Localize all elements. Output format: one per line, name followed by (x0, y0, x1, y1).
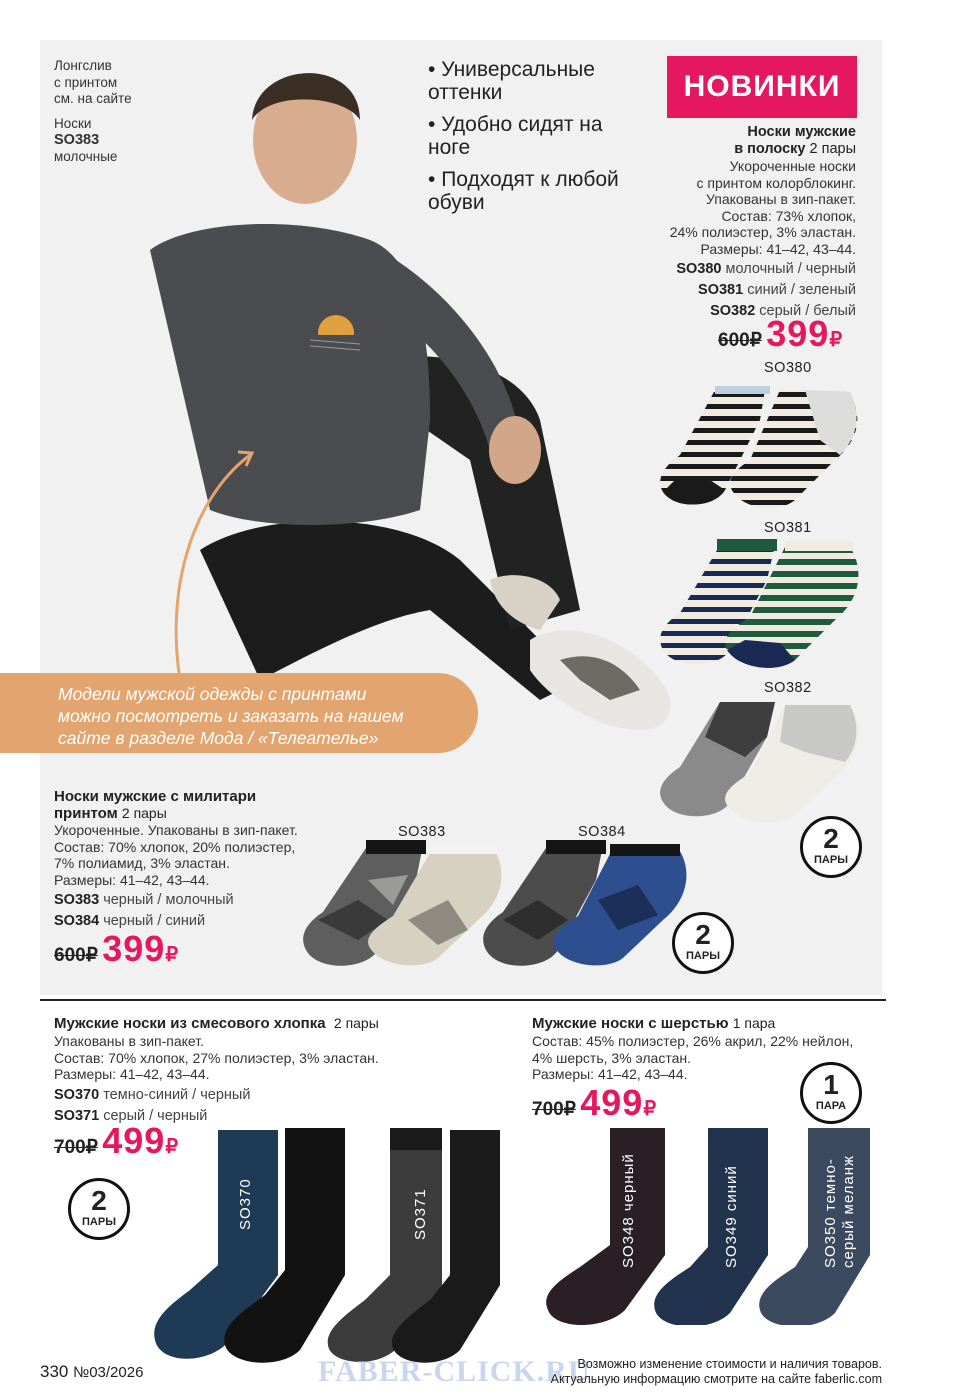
sock-label: SO381 (764, 520, 812, 536)
striped-socks-info (600, 124, 856, 322)
old-price: 600₽ (54, 945, 98, 966)
bullet-item: • Удобно сидят на ноге (428, 113, 603, 159)
striped-price: 600₽ 399₽ (718, 313, 843, 354)
promo-text: Модели мужской одежды с принтами (58, 684, 367, 704)
sock-label: SO380 (764, 360, 812, 376)
new-badge: НОВИНКИ (667, 56, 857, 118)
variant-row: SO383 черный / молочный (54, 892, 234, 908)
military-socks-image (298, 840, 698, 975)
product-title-line: в полоску 2 пары (734, 141, 856, 157)
cotton-socks-image (150, 1125, 500, 1370)
wool-price: 700₽ 499₽ (532, 1082, 657, 1123)
pairs-badge: 2 ПАРЫ (672, 912, 734, 974)
caption-line: см. на сайте (54, 91, 132, 106)
variant-row: SO371 серый / черный (54, 1107, 208, 1124)
caption-code: SO383 (54, 132, 100, 148)
sock-print-text: SO350 темно- (822, 1158, 839, 1268)
new-price: 399 (102, 928, 166, 969)
military-price: 600₽ 399₽ (54, 928, 179, 969)
promo-banner[interactable] (0, 673, 478, 753)
caption-line: молочные (54, 148, 118, 164)
old-price: 700₽ (54, 1137, 98, 1158)
sock-print-text: SO348 черный (620, 1153, 637, 1268)
variant-row: SO381 синий / зеленый (698, 282, 856, 298)
pairs-badge: 2 ПАРЫ (68, 1178, 130, 1240)
old-price: 600₽ (718, 330, 762, 351)
cotton-socks-info (54, 1014, 494, 1127)
watermark: FABER-CLICK.RU (318, 1355, 591, 1388)
variant-row: SO380 молочный / черный (676, 261, 856, 277)
sock-print-text: SO371 (412, 1188, 429, 1240)
pairs-badge: 2 ПАРЫ (800, 816, 862, 878)
old-price: 700₽ (532, 1099, 576, 1120)
new-price: 399 (766, 313, 830, 354)
product-title: Носки мужские (747, 124, 856, 140)
cotton-price: 700₽ 499₽ (54, 1120, 179, 1161)
caption-line: Носки (54, 115, 92, 131)
product-description: Упакованы в зип-пакет. Состав: 70% хлопок, 27% полиэстер, 3% эластан. Размеры: 41–42, 43–44. (54, 1033, 379, 1082)
bullet-item: • Универсальные оттенки (428, 58, 595, 104)
pairs-badge: 1 ПАРА (800, 1062, 862, 1124)
section-divider (40, 999, 886, 1001)
outfit-caption (54, 58, 132, 165)
footer-note: Возможно изменение стоимости и наличия товаров. Актуальную информацию смотрите на сайте faberlic.com (550, 1357, 882, 1386)
sock-so380-image (655, 380, 865, 515)
new-price: 499 (102, 1120, 166, 1161)
sock-print-text: серый меланж (840, 1154, 857, 1268)
caption-line: Лонгслив (54, 58, 112, 73)
product-description: Состав: 45% полиэстер, 26% акрил, 22% нейлон, 4% шерсть, 3% эластан. Размеры: 41–42, 43–44. (532, 1033, 854, 1082)
sock-print-text: SO370 (237, 1178, 254, 1230)
promo-text: сайте в разделе Мода / «Телеателье» (58, 728, 379, 748)
sock-so382-image (655, 697, 865, 827)
product-title: Носки мужские с милитари (54, 788, 257, 805)
variant-row: SO370 темно-синий / черный (54, 1086, 251, 1103)
bullet-item: • Подходят к любой обуви (428, 168, 619, 214)
sock-label: SO384 (578, 824, 626, 840)
variant-row: SO384 черный / синий (54, 913, 206, 929)
product-title-line: Мужские носки из смесового хлопка 2 пары (54, 1015, 379, 1032)
product-description: Укороченные. Упакованы в зип-пакет. Состав: 70% хлопок, 20% полиэстер, 7% полиамид, 3% эластан. Размеры: 41–42, 43–44. (54, 822, 298, 888)
sock-print-text: SO349 синий (723, 1165, 740, 1268)
caption-line: с принтом (54, 74, 118, 90)
page-number: 330 №03/2026 (40, 1362, 144, 1381)
product-title-line: Мужские носки с шерстью 1 пара (532, 1015, 776, 1032)
promo-text: можно посмотреть и заказать на нашем (58, 706, 404, 726)
new-price: 499 (580, 1082, 644, 1123)
product-title-line: принтом 2 пары (54, 805, 167, 822)
variant-row: SO382 серый / белый (710, 303, 856, 319)
sock-so381-image (655, 535, 865, 675)
sock-label: SO382 (764, 680, 812, 696)
product-description: Укороченные носки с принтом колорблокинг. Упакованы в зип-пакет. Состав: 73% хлопок, 24% полиэстер, 3% эластан. Размеры: 41–42, 43–44. (669, 158, 856, 257)
sock-label: SO383 (398, 824, 446, 840)
